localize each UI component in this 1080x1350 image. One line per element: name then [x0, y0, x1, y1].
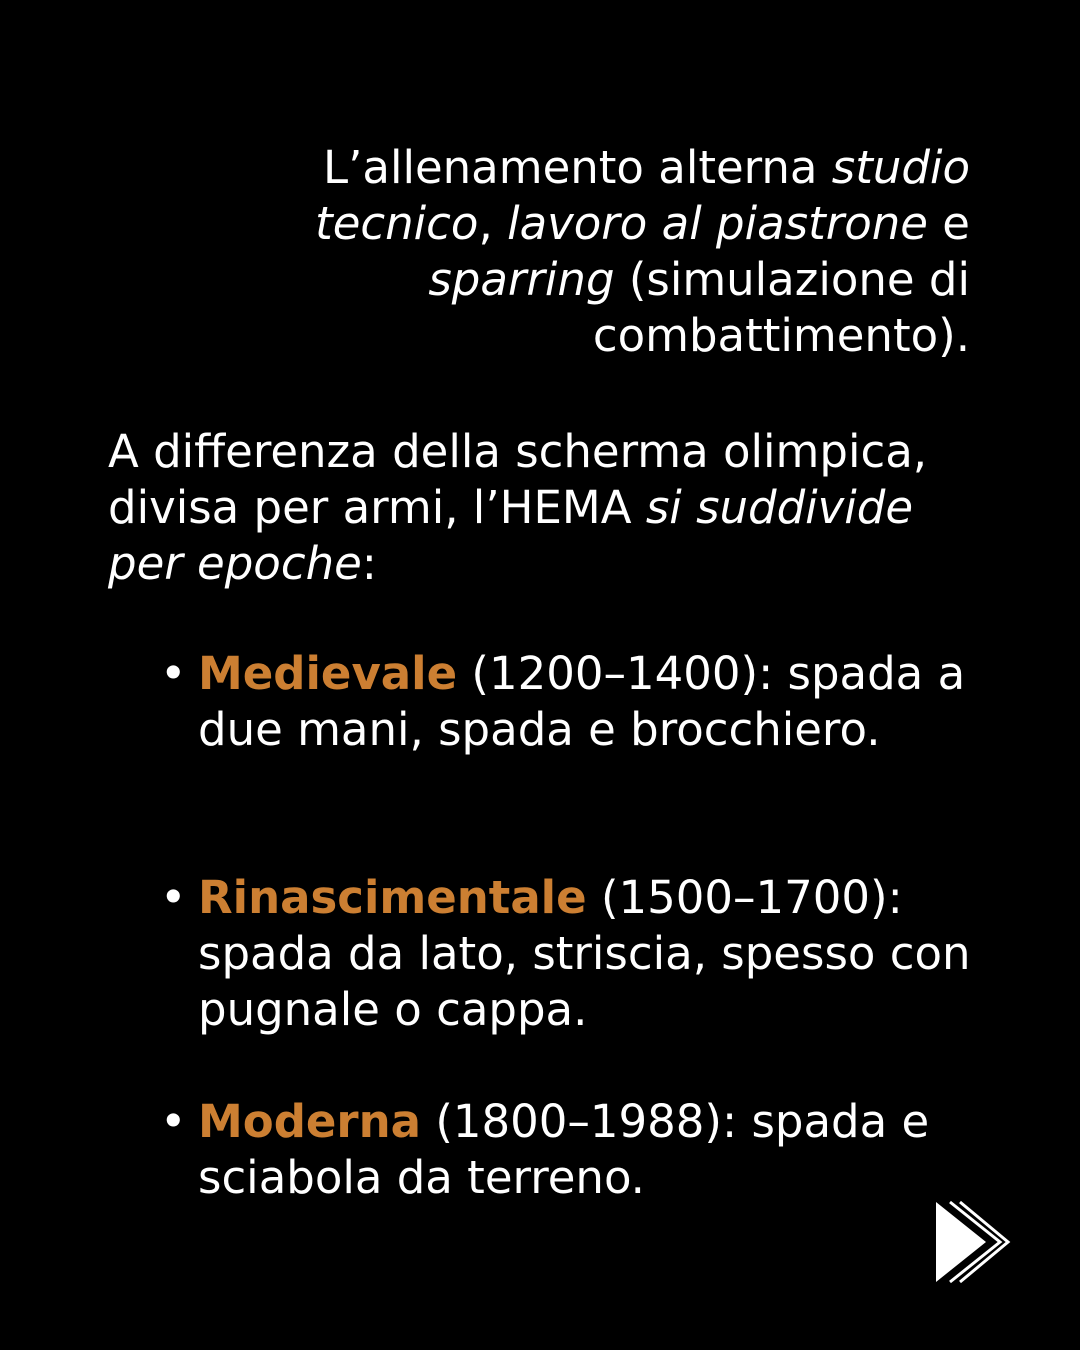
epoch-name-moderna: Moderna	[198, 1095, 422, 1148]
epoch-body	[198, 870, 980, 1038]
next-chevron-icon[interactable]	[928, 1198, 1012, 1286]
intro-emphasis-piastrone: lavoro al piastrone	[507, 197, 928, 250]
intro-text-4: (simulazione di combattimento).	[592, 253, 970, 362]
epoch-body	[198, 646, 980, 758]
intro-emphasis-sparring: sparring	[428, 253, 615, 306]
epochs-text-2: :	[361, 537, 377, 590]
intro-text-3: e	[928, 197, 970, 250]
intro-emphasis-studio: studio tecnico	[315, 141, 970, 250]
bullet-icon: •	[160, 1095, 187, 1148]
list-item-rinascimentale	[160, 870, 980, 1038]
epoch-detail-medievale: (1200–1400): spada a due mani, spada e brocchiero.	[198, 647, 966, 756]
bullet-icon: •	[160, 871, 187, 924]
epoch-body	[198, 1094, 980, 1206]
list-item-medievale	[160, 646, 980, 758]
epochs-paragraph	[108, 424, 988, 592]
intro-text-2: ,	[478, 197, 508, 250]
epoch-detail-rinascimentale: (1500–1700): spada da lato, striscia, spesso con pugnale o cappa.	[198, 871, 971, 1036]
bullet-icon: •	[160, 647, 187, 700]
epoch-name-medievale: Medievale	[198, 647, 458, 700]
intro-text-1: L’allenamento alterna	[323, 141, 832, 194]
intro-paragraph	[170, 140, 970, 364]
epoch-detail-moderna: (1800–1988): spada e sciabola da terreno.	[198, 1095, 930, 1204]
epochs-emphasis: si suddivide per epoche	[108, 481, 914, 590]
epoch-name-rinascimentale: Rinascimentale	[198, 871, 587, 924]
epochs-text-1: A differenza della scherma olimpica, divisa per armi, l’HEMA	[108, 425, 928, 534]
list-item-moderna	[160, 1094, 980, 1206]
